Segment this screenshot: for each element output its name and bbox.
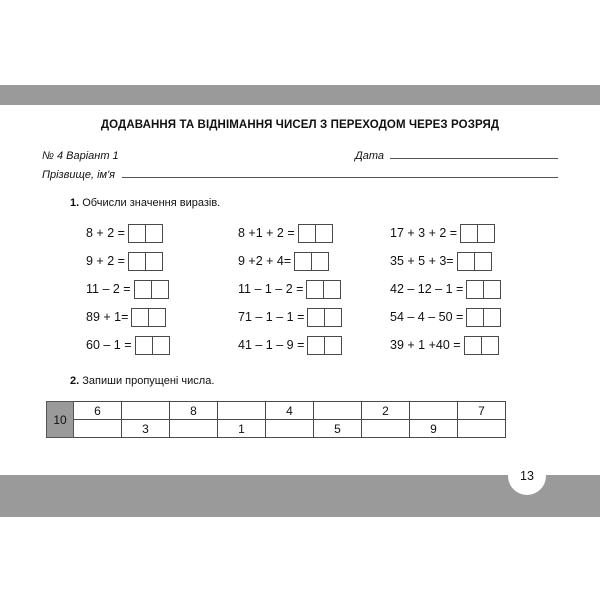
table-cell[interactable]: 8 xyxy=(170,402,218,420)
answer-cell[interactable] xyxy=(467,309,483,326)
page-number-badge: 13 xyxy=(508,457,546,495)
name-label: Прізвище, ім'я xyxy=(42,169,116,181)
table-cell[interactable] xyxy=(122,402,170,420)
answer-cell[interactable] xyxy=(299,225,315,242)
date-input-line[interactable] xyxy=(390,157,558,159)
task-2-table-wrap xyxy=(46,401,600,438)
answer-cell[interactable] xyxy=(307,281,323,298)
variant-label: № 4 Варіант 1 xyxy=(42,150,119,162)
table-start-cell: 10 xyxy=(47,402,74,438)
task-2-heading xyxy=(70,375,600,387)
name-input-line[interactable] xyxy=(122,176,558,178)
table-cell[interactable]: 5 xyxy=(314,420,362,438)
answer-box[interactable] xyxy=(464,336,499,355)
answer-box[interactable] xyxy=(307,336,342,355)
answer-box[interactable] xyxy=(128,252,163,271)
answer-cell[interactable] xyxy=(308,309,324,326)
expression-text: 60 – 1 = xyxy=(86,338,132,352)
expression-text: 42 – 12 – 1 = xyxy=(390,282,464,296)
table-cell[interactable]: 4 xyxy=(266,402,314,420)
answer-cell[interactable] xyxy=(135,281,151,298)
table-cell[interactable] xyxy=(362,420,410,438)
task-1-number: 1. xyxy=(70,197,80,209)
expression-item xyxy=(86,247,238,275)
date-label: Дата xyxy=(354,150,384,162)
answer-cell[interactable] xyxy=(324,309,341,326)
answer-cell[interactable] xyxy=(308,337,324,354)
answer-cell[interactable] xyxy=(324,337,341,354)
answer-box[interactable] xyxy=(131,308,166,327)
table-row-top xyxy=(47,402,506,420)
answer-cell[interactable] xyxy=(461,225,477,242)
expression-item xyxy=(86,275,238,303)
table-cell[interactable]: 6 xyxy=(74,402,122,420)
answer-box[interactable] xyxy=(466,308,501,327)
answer-cell[interactable] xyxy=(458,253,474,270)
task-2-text: Запиши пропущені числа. xyxy=(82,375,215,387)
table-cell[interactable]: 9 xyxy=(410,420,458,438)
answer-cell[interactable] xyxy=(474,253,491,270)
answer-cell[interactable] xyxy=(483,281,500,298)
page-title: ДОДАВАННЯ ТА ВІДНІМАННЯ ЧИСЕЛ З ПЕРЕХОДОМ ЧЕРЕЗ РОЗРЯД xyxy=(100,119,500,131)
table-cell[interactable]: 2 xyxy=(362,402,410,420)
expression-text: 17 + 3 + 2 = xyxy=(390,226,458,240)
number-sequence-table xyxy=(46,401,506,438)
table-cell[interactable]: 3 xyxy=(122,420,170,438)
table-cell[interactable] xyxy=(458,420,506,438)
task-2-number: 2. xyxy=(70,375,80,387)
answer-cell[interactable] xyxy=(129,253,145,270)
answer-cell[interactable] xyxy=(477,225,494,242)
answer-box[interactable] xyxy=(134,280,169,299)
answer-box[interactable] xyxy=(294,252,329,271)
answer-box[interactable] xyxy=(298,224,333,243)
expression-item xyxy=(86,219,238,247)
expression-text: 11 – 2 = xyxy=(86,282,131,296)
expression-text: 9 + 2 = xyxy=(86,254,125,268)
answer-box[interactable] xyxy=(457,252,492,271)
answer-box[interactable] xyxy=(135,336,170,355)
worksheet-sheet xyxy=(0,105,600,475)
table-row-bottom xyxy=(47,420,506,438)
answer-cell[interactable] xyxy=(145,253,162,270)
answer-cell[interactable] xyxy=(151,281,168,298)
answer-box[interactable] xyxy=(128,224,163,243)
answer-cell[interactable] xyxy=(295,253,311,270)
table-cell[interactable] xyxy=(218,402,266,420)
answer-cell[interactable] xyxy=(323,281,340,298)
expression-item xyxy=(390,303,558,331)
expression-text: 35 + 5 + 3= xyxy=(390,254,454,268)
answer-cell[interactable] xyxy=(465,337,481,354)
answer-cell[interactable] xyxy=(152,337,169,354)
expression-text: 8 + 2 = xyxy=(86,226,125,240)
name-row xyxy=(42,162,558,181)
table-cell[interactable] xyxy=(170,420,218,438)
table-cell[interactable] xyxy=(410,402,458,420)
expression-item xyxy=(86,331,238,359)
task-1-text: Обчисли значення виразів. xyxy=(82,197,221,209)
expression-text: 54 – 4 – 50 = xyxy=(390,310,464,324)
answer-box[interactable] xyxy=(307,308,342,327)
answer-cell[interactable] xyxy=(315,225,332,242)
answer-box[interactable] xyxy=(460,224,495,243)
expression-item xyxy=(390,275,558,303)
expression-text: 8 +1 + 2 = xyxy=(238,226,295,240)
answer-cell[interactable] xyxy=(483,309,500,326)
answer-box[interactable] xyxy=(306,280,341,299)
answer-cell[interactable] xyxy=(148,309,165,326)
task-1-heading xyxy=(70,197,600,209)
table-cell[interactable]: 7 xyxy=(458,402,506,420)
expression-item xyxy=(390,219,558,247)
expression-item xyxy=(390,331,558,359)
expression-text: 9 +2 + 4= xyxy=(238,254,292,268)
variant-date-row xyxy=(42,143,558,162)
table-cell[interactable]: 1 xyxy=(218,420,266,438)
answer-cell[interactable] xyxy=(311,253,328,270)
worksheet-meta xyxy=(42,143,558,181)
expression-item xyxy=(390,247,558,275)
table-cell[interactable] xyxy=(314,402,362,420)
expression-text: 89 + 1= xyxy=(86,310,129,324)
expression-text: 71 – 1 – 1 = xyxy=(238,310,305,324)
answer-cell[interactable] xyxy=(467,281,483,298)
expression-item xyxy=(86,303,238,331)
answer-cell[interactable] xyxy=(481,337,498,354)
answer-cell[interactable] xyxy=(129,225,145,242)
expression-text: 41 – 1 – 9 = xyxy=(238,338,305,352)
top-decorative-band xyxy=(0,85,600,105)
expression-item xyxy=(238,247,390,275)
answer-cell[interactable] xyxy=(136,337,152,354)
answer-box[interactable] xyxy=(466,280,501,299)
expression-item xyxy=(238,275,390,303)
answer-cell[interactable] xyxy=(145,225,162,242)
answer-cell[interactable] xyxy=(132,309,148,326)
expression-item xyxy=(238,303,390,331)
expression-item xyxy=(238,331,390,359)
expression-item xyxy=(238,219,390,247)
table-cell[interactable] xyxy=(266,420,314,438)
expression-text: 11 – 1 – 2 = xyxy=(238,282,304,296)
table-cell[interactable] xyxy=(74,420,122,438)
expression-text: 39 + 1 +40 = xyxy=(390,338,461,352)
task-1-expressions xyxy=(0,219,600,359)
